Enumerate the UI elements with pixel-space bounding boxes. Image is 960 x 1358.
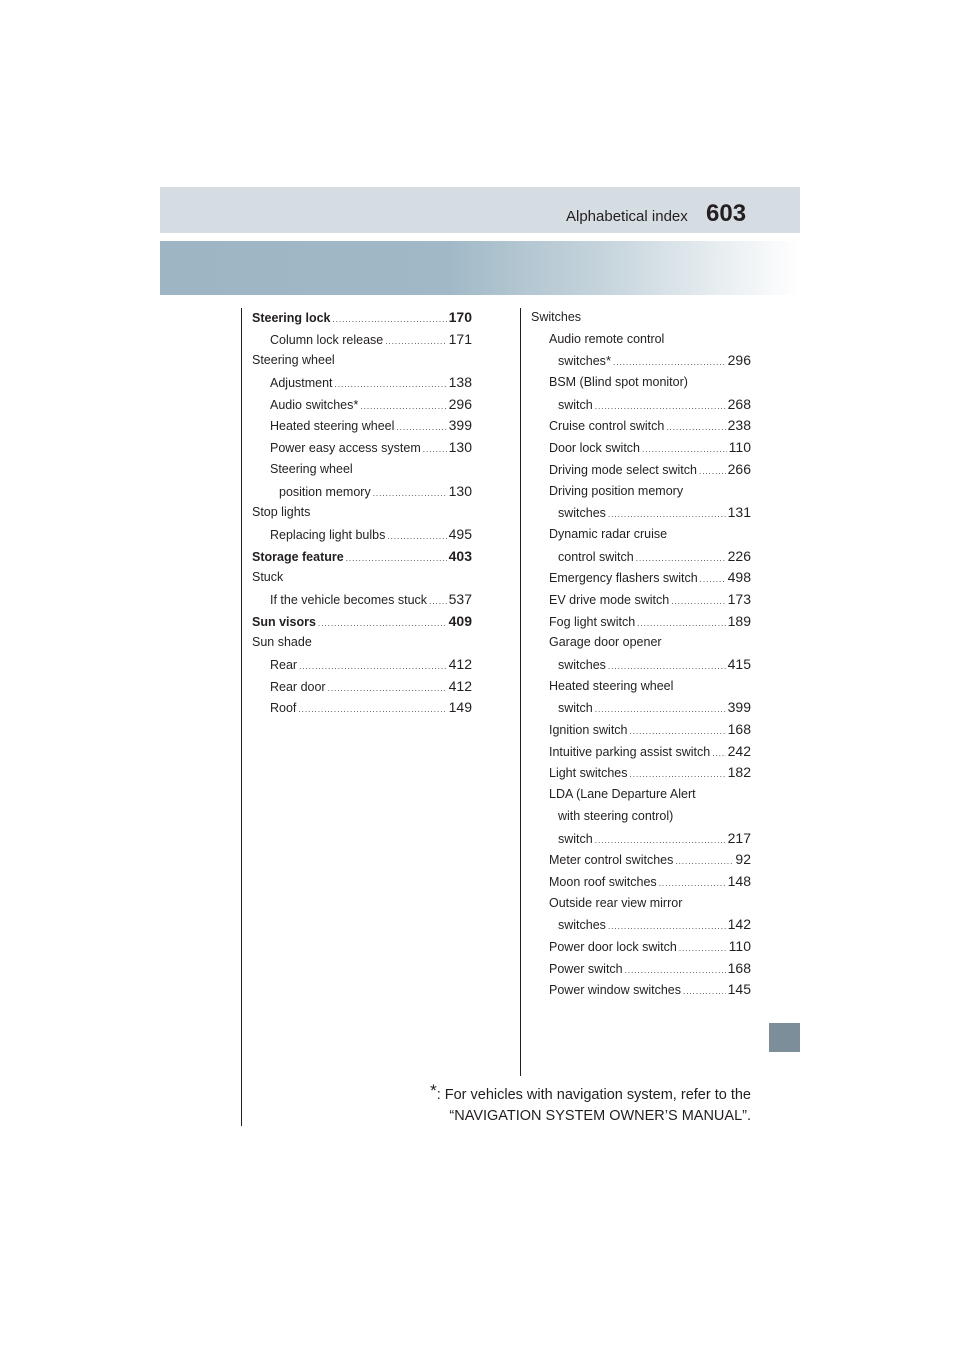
index-entry-text: switches xyxy=(558,918,606,933)
index-entry-page: 110 xyxy=(728,439,751,456)
index-entry-page: 296 xyxy=(448,395,472,412)
index-entry-text: LDA (Lane Departure Alert xyxy=(549,787,696,802)
index-entry xyxy=(531,481,751,503)
index-entry-page: 130 xyxy=(448,439,472,456)
header-band xyxy=(160,187,800,233)
index-entry: switches * ..... 296 xyxy=(531,350,751,372)
index-entry xyxy=(252,632,472,654)
index-entry-text: Replacing light bulbs xyxy=(270,527,386,542)
index-entry-text: Garage door opener xyxy=(549,635,662,650)
dot-leader xyxy=(700,569,726,589)
dot-leader xyxy=(671,591,725,611)
index-entry-text: switch xyxy=(558,831,593,846)
index-entry-page: 110 xyxy=(728,937,751,954)
index-entry-page: 537 xyxy=(448,590,472,607)
index-entry xyxy=(252,437,472,459)
index-entry-text: Power switch xyxy=(549,961,623,976)
index-entry-page: 242 xyxy=(727,742,751,759)
dot-leader xyxy=(396,417,446,437)
dot-leader xyxy=(683,981,726,1001)
dot-leader xyxy=(595,830,726,850)
index-entry-page: 142 xyxy=(727,916,751,933)
index-entry-text: Driving mode select switch xyxy=(549,462,697,477)
index-entry-page: 189 xyxy=(727,612,751,629)
dot-leader xyxy=(608,916,726,936)
index-entry xyxy=(531,784,751,806)
index-entry-text: Cruise control switch xyxy=(549,419,665,434)
index-entry-text: Heated steering wheel xyxy=(270,419,395,434)
index-entry xyxy=(252,372,472,394)
dot-leader xyxy=(675,851,733,871)
footnote xyxy=(430,1080,751,1127)
index-entry xyxy=(531,437,751,459)
index-entry-page: 403 xyxy=(448,547,472,564)
index-entry-text: Stuck xyxy=(252,570,284,585)
dot-leader xyxy=(385,331,446,351)
index-entry-page: 268 xyxy=(727,395,751,412)
index-entry xyxy=(531,914,751,936)
index-entry-page: 92 xyxy=(735,851,751,868)
index-entry-text: Dynamic radar cruise xyxy=(549,526,668,541)
dot-leader xyxy=(613,352,726,372)
index-entry-text: Moon roof switches xyxy=(549,874,657,889)
index-entry xyxy=(531,372,751,394)
index-entry-page: 399 xyxy=(448,417,472,434)
dot-leader xyxy=(679,938,727,958)
index-entry xyxy=(531,611,751,633)
index-entry-text: Rear door xyxy=(270,679,326,694)
index-entry-text: with steering control) xyxy=(558,808,674,823)
index-entry-page: 149 xyxy=(448,699,472,716)
index-entry-text: Roof xyxy=(270,701,297,716)
index-entry-page: 173 xyxy=(727,590,751,607)
index-entry-text: Steering lock xyxy=(252,311,331,325)
index-entry-page: 170 xyxy=(448,309,472,325)
index-entry xyxy=(252,329,472,351)
section-tab-marker xyxy=(769,1023,800,1052)
footnote-star: * xyxy=(430,1081,437,1100)
index-entry xyxy=(252,567,472,589)
footnote-line-1: : For vehicles with navigation system, refer to the xyxy=(436,1087,751,1103)
index-entry xyxy=(531,979,751,1001)
index-entry xyxy=(531,806,751,828)
index-entry xyxy=(531,676,751,698)
dot-leader xyxy=(346,548,447,568)
index-entry xyxy=(252,481,472,503)
index-entry xyxy=(531,546,751,568)
index-entry-text: Steering wheel xyxy=(252,353,335,368)
index-entry-text: Emergency flashers switch xyxy=(549,571,698,586)
index-entry-page: 217 xyxy=(727,829,751,846)
index-entry xyxy=(531,762,751,784)
index-entry-text: BSM (Blind spot monitor) xyxy=(549,375,688,390)
index-entry-text: switches xyxy=(558,506,606,521)
dot-leader xyxy=(360,396,446,416)
dot-leader xyxy=(387,526,446,546)
index-entry-text: Column lock release xyxy=(270,332,384,347)
index-entry xyxy=(531,871,751,893)
dot-leader xyxy=(636,548,726,568)
index-entry xyxy=(531,524,751,546)
page-title: Alphabetical index xyxy=(566,208,688,225)
index-column-right xyxy=(531,307,751,1001)
dot-leader xyxy=(333,309,447,329)
index-entry-page: 296 xyxy=(727,352,751,369)
index-entry-text: Storage feature xyxy=(252,549,344,564)
index-entry-text: position memory xyxy=(279,484,371,499)
index-entry xyxy=(531,415,751,437)
index-entry-page: 148 xyxy=(727,872,751,889)
index-entry: Audio switches * ..... 296 xyxy=(252,394,472,416)
index-entry xyxy=(531,719,751,741)
index-entry xyxy=(531,697,751,719)
index-entry-page: 409 xyxy=(448,612,472,629)
index-entry xyxy=(531,394,751,416)
index-entry-page: 238 xyxy=(727,417,751,434)
index-entry xyxy=(252,546,472,568)
index-entry-page: 145 xyxy=(727,981,751,998)
index-entry-page: 412 xyxy=(448,656,472,672)
index-entry-text: Driving position memory xyxy=(549,483,684,498)
index-entry-page: 498 xyxy=(727,569,751,586)
index-entry-page: 168 xyxy=(727,959,751,976)
index-entry xyxy=(531,589,751,611)
index-entry-text: Outside rear view mirror xyxy=(549,895,683,910)
index-entry xyxy=(531,828,751,850)
index-entry-page: 168 xyxy=(727,721,751,738)
index-entry xyxy=(252,350,472,372)
index-entry-text: Audio switches xyxy=(270,397,354,412)
index-entry-text: Intuitive parking assist switch xyxy=(549,744,711,759)
index-entry xyxy=(252,697,472,719)
dot-leader xyxy=(595,396,726,416)
index-entry-text: EV drive mode switch xyxy=(549,592,670,607)
index-entry xyxy=(252,611,472,633)
index-entry-text: Rear xyxy=(270,658,298,672)
index-entry xyxy=(531,329,751,351)
index-entry xyxy=(531,654,751,676)
dot-leader xyxy=(373,483,447,503)
dot-leader xyxy=(608,504,726,524)
footnote-line-2: “NAVIGATION SYSTEM OWNER’S MANUAL”. xyxy=(449,1108,751,1124)
index-entry xyxy=(531,741,751,763)
dot-leader xyxy=(630,764,726,784)
index-entry-page: 412 xyxy=(448,677,472,694)
index-entry xyxy=(531,459,751,481)
index-entry-text: If the vehicle becomes stuck xyxy=(270,592,428,607)
index-entry xyxy=(252,415,472,437)
dot-leader xyxy=(608,656,726,676)
page-number: 603 xyxy=(706,200,747,227)
right-column-rule xyxy=(520,308,521,1076)
index-entry-text: Audio remote control xyxy=(549,331,665,346)
index-column-left xyxy=(252,307,472,719)
index-entry xyxy=(531,958,751,980)
index-entry-text: Steering wheel xyxy=(270,461,353,476)
index-entry-page: 182 xyxy=(727,764,751,781)
index-entry-text: Meter control switches xyxy=(549,853,674,868)
index-entry xyxy=(252,459,472,481)
index-entry-page: 415 xyxy=(727,656,751,672)
index-entry-text: Power easy access system xyxy=(270,441,421,456)
index-entry-page: 266 xyxy=(727,460,751,477)
index-entry-text: control switch xyxy=(558,549,634,564)
dot-leader xyxy=(328,678,447,698)
index-entry-page: 226 xyxy=(727,547,751,564)
index-entry xyxy=(252,307,472,329)
index-entry xyxy=(252,654,472,676)
index-entry-text: Power window switches xyxy=(549,983,681,998)
dot-leader xyxy=(318,613,447,633)
left-column-rule xyxy=(241,308,242,1126)
index-entry-text: Stop lights xyxy=(252,505,311,520)
index-entry xyxy=(252,524,472,546)
index-entry-text: Heated steering wheel xyxy=(549,678,674,693)
dot-leader xyxy=(595,699,726,719)
index-entry-text: switches xyxy=(558,658,606,672)
dot-leader xyxy=(423,439,447,459)
dot-leader xyxy=(712,743,725,763)
dot-leader xyxy=(335,374,447,394)
dot-leader xyxy=(642,439,727,459)
index-entry-text: Sun shade xyxy=(252,635,312,650)
dot-leader xyxy=(699,461,726,481)
index-entry xyxy=(252,502,472,524)
index-entry-page: 399 xyxy=(727,699,751,716)
index-entry-page: 130 xyxy=(448,482,472,499)
index-entry-text: Switches xyxy=(531,310,582,324)
index-entry-text: Light switches xyxy=(549,766,628,781)
index-entry xyxy=(531,936,751,958)
dot-leader xyxy=(625,960,726,980)
index-entry xyxy=(252,676,472,698)
index-entry xyxy=(252,589,472,611)
index-entry xyxy=(531,307,751,329)
dot-leader xyxy=(429,591,447,611)
dot-leader xyxy=(659,873,726,893)
index-entry-text: Sun visors xyxy=(252,614,316,629)
dot-leader xyxy=(666,417,725,437)
dot-leader xyxy=(299,656,447,676)
index-entry-text: switch xyxy=(558,397,593,412)
index-entry-text: Door lock switch xyxy=(549,441,640,456)
index-entry-text: switches xyxy=(558,354,606,369)
section-gradient-band xyxy=(160,241,800,295)
index-entry xyxy=(531,893,751,915)
index-entry-page: 138 xyxy=(448,374,472,391)
index-entry xyxy=(531,849,751,871)
index-entry-text: Fog light switch xyxy=(549,614,636,629)
index-entry xyxy=(531,567,751,589)
index-entry xyxy=(531,502,751,524)
index-entry-page: 131 xyxy=(727,504,751,521)
index-entry-page: 495 xyxy=(448,525,472,542)
index-entry-text: switch xyxy=(558,701,593,716)
index-entry-text: Adjustment xyxy=(270,376,333,391)
index-entry-text: Ignition switch xyxy=(549,723,628,738)
dot-leader xyxy=(298,699,446,719)
index-entry-text: Power door lock switch xyxy=(549,939,677,954)
dot-leader xyxy=(630,721,726,741)
index-entry-page: 171 xyxy=(448,330,472,347)
dot-leader xyxy=(637,613,725,633)
index-entry xyxy=(531,632,751,654)
